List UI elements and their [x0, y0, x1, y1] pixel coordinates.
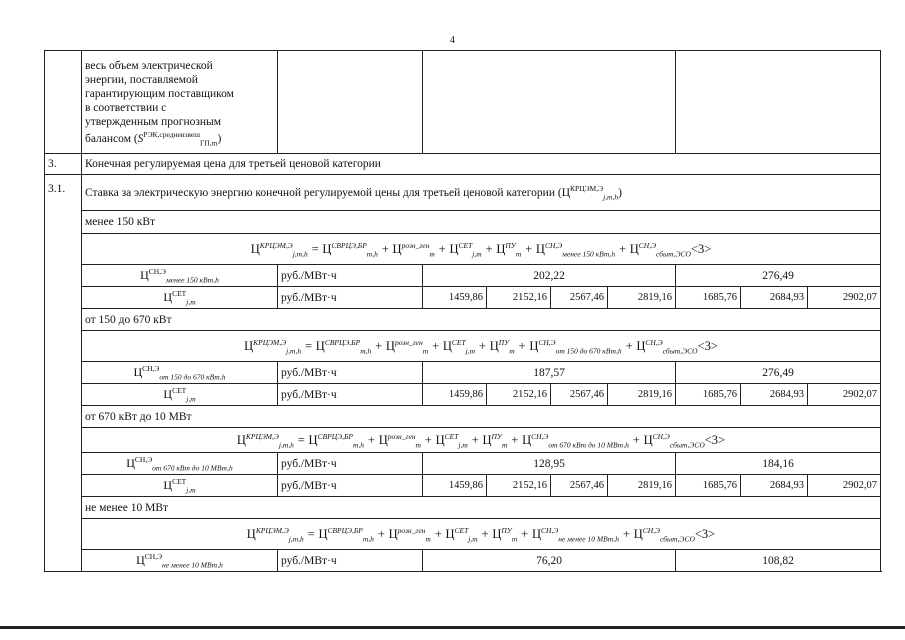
section-3-row [45, 154, 881, 175]
value-cell: 1685,76 [676, 384, 741, 406]
tariff-table [44, 50, 881, 572]
value-left: 187,57 [423, 362, 676, 384]
group-heading: от 150 до 670 кВт [82, 309, 881, 331]
parameter-name: $Ц^{СН,Э}_{менее 150 кВт,h}$ [82, 265, 278, 287]
parameter-name: $Ц^{СН,Э}_{от 150 до 670 кВт,h}$ [82, 362, 278, 384]
formula-row [45, 331, 881, 362]
value-cell: 2902,07 [808, 384, 881, 406]
section-number: 3. [45, 154, 82, 175]
value-cell: 2819,16 [608, 475, 676, 497]
network-rate-row [45, 475, 881, 497]
value-left: 202,22 [423, 265, 676, 287]
carryover-unit-cell [278, 51, 423, 154]
carryover-left-cell [423, 51, 676, 154]
formula-row [45, 428, 881, 453]
value-cell: 1459,86 [423, 287, 487, 309]
group-heading-row [45, 211, 881, 234]
formula: $Ц^{КРЦЭМ,Э}_{j,m,h} = Ц^{СВРЦЭ,БР}_{m,h} + Ц^{розн\_ген}_m + Ц^{СЕТ}_{j,m} + Ц^{ПУ}_m + Ц^{СН,Э}_{не менее 10 МВт,h} + Ц^{СН,Э}_{сбыт,ЭСО}<3>$ [82, 519, 881, 550]
carryover-last-line: балансом $(S^{РЭК,средневзвеш}_{ГП,m})$ [85, 129, 222, 147]
value-cell: 2902,07 [808, 475, 881, 497]
group-heading-row [45, 309, 881, 331]
value-left: 128,95 [423, 453, 676, 475]
page-number: 4 [450, 35, 455, 46]
carryover-line: весь объем электрической [85, 59, 213, 72]
group-heading: не менее 10 МВт [82, 497, 881, 519]
section-title: Конечная регулируемая цена для третьей ценовой категории [82, 154, 881, 175]
unit: руб./МВт·ч [278, 384, 423, 406]
parameter-name: $Ц^{СН,Э}_{не менее 10 МВт,h}$ [82, 550, 278, 572]
parameter-name: $Ц^{СЕТ}_{j,m}$ [82, 475, 278, 497]
value-cell: 1685,76 [676, 287, 741, 309]
network-rate-row [45, 384, 881, 406]
value-cell: 2152,16 [487, 384, 551, 406]
value-cell: 2819,16 [608, 384, 676, 406]
formula: $Ц^{КРЦЭМ,Э}_{j,m,h} = Ц^{СВРЦЭ,БР}_{m,h} + Ц^{розн\_ген}_m + Ц^{СЕТ}_{j,m} + Ц^{ПУ}_m + Ц^{СН,Э}_{от 670 кВт до 10 МВт,h} + Ц^{СН,Э}_{сбыт,ЭСО}<3>$ [82, 428, 881, 453]
value-cell: 2567,46 [551, 475, 608, 497]
parameter-name: $Ц^{СЕТ}_{j,m}$ [82, 384, 278, 406]
network-rate-row [45, 287, 881, 309]
formula: $Ц^{КРЦЭМ,Э}_{j,m,h} = Ц^{СВРЦЭ,БР}_{m,h} + Ц^{розн\_ген}_m + Ц^{СЕТ}_{j,m} + Ц^{ПУ}_m + Ц^{СН,Э}_{от 150 до 670 кВт,h} + Ц^{СН,Э}_{сбыт,ЭСО}<3>$ [82, 331, 881, 362]
value-cell: 2684,93 [741, 287, 808, 309]
section-title: Ставка за электрическую энергию конечной регулируемой цены для третьей ценовой категории $(Ц^{КРЦЭМ,Э}_{j,m,h})$ [82, 175, 881, 211]
value-cell: 2684,93 [741, 475, 808, 497]
value-cell: 2567,46 [551, 287, 608, 309]
value-right: 276,49 [676, 362, 881, 384]
group-heading-row [45, 497, 881, 519]
value-right: 276,49 [676, 265, 881, 287]
value-cell: 2902,07 [808, 287, 881, 309]
value-cell: 1459,86 [423, 475, 487, 497]
value-cell: 2152,16 [487, 287, 551, 309]
carryover-num-cell [45, 51, 82, 154]
page-edge-rule [0, 626, 905, 629]
section-number: 3.1. [45, 175, 82, 572]
unit: руб./МВт·ч [278, 362, 423, 384]
carryover-line: гарантирующим поставщиком [85, 87, 234, 100]
formula: $Ц^{КРЦЭМ,Э}_{j,m,h} = Ц^{СВРЦЭ,БР}_{m,h} + Ц^{розн\_ген}_m + Ц^{СЕТ}_{j,m} + Ц^{ПУ}_m + Ц^{СН,Э}_{менее 150 кВт,h} + Ц^{СН,Э}_{сбыт,ЭСО}<3>$ [82, 234, 881, 265]
value-cell: 2567,46 [551, 384, 608, 406]
value-left: 76,20 [423, 550, 676, 572]
sales-markup-row [45, 453, 881, 475]
unit: руб./МВт·ч [278, 475, 423, 497]
section-3-1-row [45, 175, 881, 211]
group-heading: менее 150 кВт [82, 211, 881, 234]
formula-row [45, 234, 881, 265]
value-cell: 2152,16 [487, 475, 551, 497]
carryover-row [45, 51, 881, 154]
carryover-right-cell [676, 51, 881, 154]
carryover-line: энергии, поставляемой [85, 73, 198, 86]
carryover-line: в соответствии с [85, 101, 167, 114]
group-heading-row [45, 406, 881, 428]
sales-markup-row [45, 550, 881, 572]
parameter-name: $Ц^{СН,Э}_{от 670 кВт до 10 МВт,h}$ [82, 453, 278, 475]
group-heading: от 670 кВт до 10 МВт [82, 406, 881, 428]
value-cell: 2684,93 [741, 384, 808, 406]
parameter-name: $Ц^{СЕТ}_{j,m}$ [82, 287, 278, 309]
sales-markup-row [45, 362, 881, 384]
formula-row [45, 519, 881, 550]
unit: руб./МВт·ч [278, 287, 423, 309]
value-cell: 2819,16 [608, 287, 676, 309]
carryover-description [82, 51, 278, 154]
value-cell: 1459,86 [423, 384, 487, 406]
value-right: 184,16 [676, 453, 881, 475]
value-right: 108,82 [676, 550, 881, 572]
value-cell: 1685,76 [676, 475, 741, 497]
sales-markup-row [45, 265, 881, 287]
carryover-line: утвержденным прогнозным [85, 115, 222, 128]
unit: руб./МВт·ч [278, 550, 423, 572]
unit: руб./МВт·ч [278, 453, 423, 475]
unit: руб./МВт·ч [278, 265, 423, 287]
